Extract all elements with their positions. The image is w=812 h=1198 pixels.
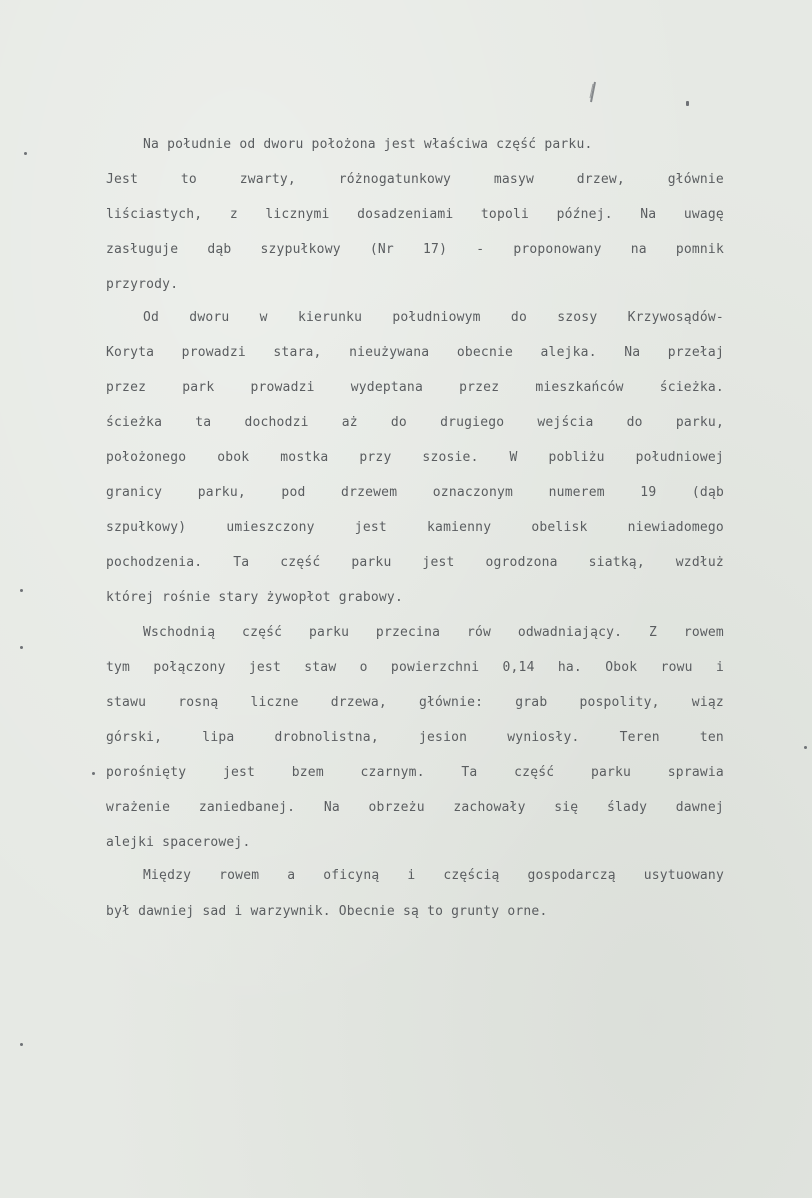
word: do (626, 415, 643, 430)
word: rowem (683, 625, 724, 640)
word: głównie: (418, 695, 484, 710)
word: obok (217, 450, 250, 465)
text-line (106, 170, 724, 190)
word: część (280, 555, 321, 570)
word: ha. (557, 660, 582, 675)
word: jesion (418, 730, 468, 745)
word: południowej (635, 450, 724, 465)
text-line (106, 728, 724, 748)
word: wrażenie (106, 800, 171, 815)
word: się (554, 800, 579, 815)
word: częścią (443, 868, 500, 883)
word: szypułkowy (260, 242, 341, 257)
word: z (229, 207, 238, 222)
word: do (510, 310, 527, 325)
word: staw (304, 660, 337, 675)
pencil-mark-icon (586, 80, 600, 106)
word: rosną (178, 695, 219, 710)
word: szpułkowy) (106, 520, 187, 535)
word: wyniosły. (507, 730, 580, 745)
word: Na (323, 800, 340, 815)
word: i (715, 660, 724, 675)
word: do (390, 415, 407, 430)
word: park (182, 380, 215, 395)
word: prowadzi (250, 380, 315, 395)
word: zachowały (453, 800, 526, 815)
word: Od (143, 310, 160, 325)
word: pod (281, 485, 306, 500)
word: pobliżu (548, 450, 605, 465)
word: rowu (660, 660, 693, 675)
word: parku, (675, 415, 724, 430)
margin-mark (20, 589, 23, 592)
word: drugiego (440, 415, 505, 430)
word: Między (143, 868, 192, 883)
text-line (106, 763, 724, 783)
word: późnej. (556, 207, 613, 222)
word: położonego (106, 450, 187, 465)
word: Wschodnią (143, 625, 216, 640)
text-line (143, 866, 724, 886)
word: jest (354, 520, 387, 535)
word: obrzeżu (368, 800, 425, 815)
word: dochodzi (244, 415, 309, 430)
word: drobnolistna, (274, 730, 379, 745)
word: aż (341, 415, 358, 430)
word: ogrodzona (485, 555, 558, 570)
word: granicy (106, 485, 163, 500)
text-line: przyrody. (106, 277, 179, 292)
text-line (106, 798, 724, 818)
word: siatką, (588, 555, 645, 570)
word: stara, (273, 345, 322, 360)
word: przecina (375, 625, 441, 640)
text-line (106, 413, 724, 433)
word: (Nr (369, 242, 394, 257)
word: Na (624, 345, 641, 360)
word: parku (590, 765, 632, 780)
text-line (106, 240, 724, 260)
text-line (106, 518, 724, 538)
margin-mark (20, 646, 23, 649)
word: dawnej (675, 800, 724, 815)
word: zaniedbanej. (198, 800, 296, 815)
word: (dąb (691, 485, 724, 500)
word: część (514, 765, 555, 780)
word: kamienny (427, 520, 492, 535)
word: oficyną (323, 868, 380, 883)
word: Ta (233, 555, 250, 570)
text-line: alejki spacerowej. (106, 835, 251, 850)
margin-mark (686, 101, 689, 106)
word: przełaj (667, 345, 724, 360)
word: przy (359, 450, 392, 465)
word: i (407, 868, 416, 883)
word: tym (106, 660, 131, 675)
word: parku, (197, 485, 246, 500)
text-line: był dawniej sad i warzywnik. Obecnie są to grunty orne. (106, 904, 548, 919)
word: rowem (219, 868, 260, 883)
text-line (106, 343, 724, 363)
word: wydeptana (350, 380, 423, 395)
word: masyw (493, 172, 534, 187)
text-line (143, 308, 724, 328)
word: ścieżka. (659, 380, 724, 395)
word: Koryta (106, 345, 155, 360)
word: wzdłuż (675, 555, 724, 570)
margin-mark (24, 152, 27, 155)
word: pospolity, (579, 695, 660, 710)
word: sprawia (667, 765, 724, 780)
word: wejścia (537, 415, 594, 430)
word: umieszczony (226, 520, 315, 535)
margin-mark (804, 746, 807, 749)
word: drzewem (341, 485, 398, 500)
word: mostka (280, 450, 329, 465)
word: w (259, 310, 268, 325)
word: zwarty, (239, 172, 296, 187)
word: 0,14 (502, 660, 535, 675)
word: przez (106, 380, 147, 395)
word: prowadzi (181, 345, 246, 360)
word: liściastych, (106, 207, 203, 222)
word: ta (195, 415, 212, 430)
word: część (242, 625, 283, 640)
text-line (106, 693, 724, 713)
word: kierunku (297, 310, 363, 325)
word: usytuowany (643, 868, 724, 883)
word: oznaczonym (432, 485, 514, 500)
word: przez (459, 380, 500, 395)
text-line (106, 658, 724, 678)
word: proponowany (513, 242, 602, 257)
word: Z (648, 625, 658, 640)
word: stawu (106, 695, 147, 710)
word: numerem (548, 485, 605, 500)
word: jest (248, 660, 281, 675)
word: W (509, 450, 518, 465)
text-line (106, 448, 724, 468)
text-line (106, 553, 724, 573)
word: powierzchni (390, 660, 480, 675)
word: wiąz (691, 695, 724, 710)
margin-mark (20, 1043, 23, 1046)
word: Jest (106, 172, 139, 187)
word: drzew, (576, 172, 625, 187)
text-line (106, 378, 724, 398)
word: zasługuje (106, 242, 179, 257)
word: obelisk (531, 520, 588, 535)
word: bzem (291, 765, 324, 780)
word: Na (640, 207, 657, 222)
word: różnogatunkowy (338, 172, 452, 187)
word: dąb (207, 242, 232, 257)
text-line (106, 205, 724, 225)
word: grab (515, 695, 548, 710)
word: jest (222, 765, 256, 780)
word: uwagę (683, 207, 724, 222)
word: pochodzenia. (106, 555, 203, 570)
word: parku (308, 625, 350, 640)
word: na (630, 242, 647, 257)
word: Teren (619, 730, 660, 745)
word: odwadniający. (517, 625, 623, 640)
word: Krzywosądów- (627, 310, 724, 325)
margin-mark (92, 772, 95, 775)
word: ten (699, 730, 724, 745)
word: Obok (605, 660, 638, 675)
word: dosadzeniami (357, 207, 454, 222)
word: porośnięty (106, 765, 187, 780)
text-line: której rośnie stary żywopłot grabowy. (106, 590, 403, 605)
word: to (180, 172, 197, 187)
word: topoli (480, 207, 530, 222)
word: szosy (557, 310, 598, 325)
word: Ta (461, 765, 478, 780)
word: niewiadomego (627, 520, 724, 535)
word: 17) (423, 242, 448, 257)
word: górski, (106, 730, 163, 745)
word: szosie. (422, 450, 479, 465)
word: alejka. (540, 345, 597, 360)
word: 19 (640, 485, 657, 500)
word: głównie (667, 172, 724, 187)
word: czarnym. (360, 765, 425, 780)
word: gospodarczą (527, 868, 616, 883)
word: połączony (153, 660, 226, 675)
word: lipa (202, 730, 235, 745)
text-line (143, 623, 724, 643)
word: a (287, 868, 296, 883)
word: pomnik (675, 242, 724, 257)
word: o (359, 660, 368, 675)
word: jest (422, 555, 455, 570)
text-line: Na południe od dworu położona jest właściwa część parku. (143, 137, 593, 152)
word: licznymi (265, 207, 330, 222)
word: południowym (392, 310, 481, 325)
word: parku (351, 555, 392, 570)
word: mieszkańców (535, 380, 624, 395)
word: obecnie (456, 345, 514, 360)
text-line (106, 483, 724, 503)
word: drzewa, (330, 695, 387, 710)
word: ślady (606, 800, 648, 815)
word: - (476, 242, 485, 257)
word: nieużywana (349, 345, 430, 360)
word: liczne (250, 695, 299, 710)
word: ścieżka (106, 415, 163, 430)
word: dworu (189, 310, 230, 325)
word: rów (466, 625, 492, 640)
